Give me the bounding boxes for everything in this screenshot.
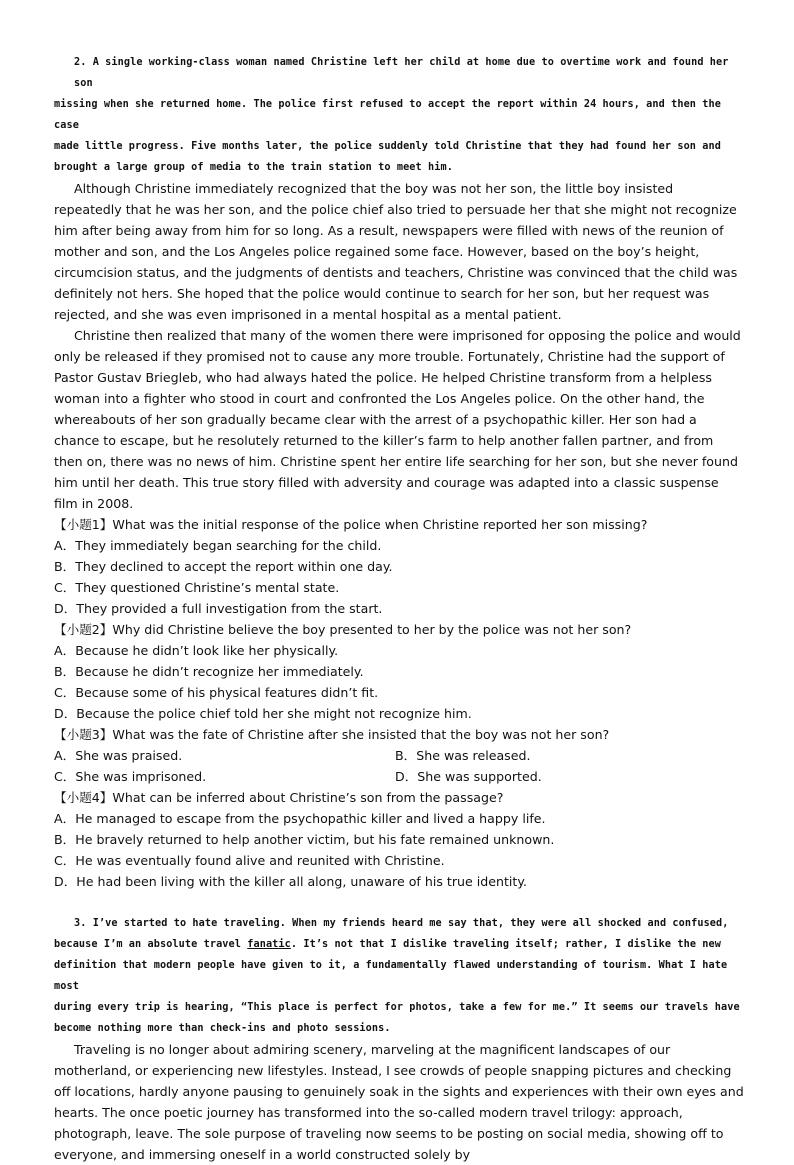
answer-option: D．She was supported. <box>395 769 542 784</box>
passage3-paragraph: Traveling is no longer about admiring scenery, marveling at the magnificent landscapes of our motherland, or experiencing new lifestyles. Instead, I see crowds of people snapping pictures and checking off locations, hardly anyone pausing to genuinely soak in the sights and experiences with their own eyes and hearts. The once poetic journey has transformed into the so-called modern travel trilogy: approach, photograph, leave. The sole purpose of traveling now seems to be posting on social media, showing off to everyone, and immersing oneself in a world constructed solely by <box>54 1042 744 1162</box>
spacer <box>54 892 744 913</box>
question-stem: 【小题1】What was the initial response of the police when Christine reported her son missing? <box>54 517 648 532</box>
answer-option: A．She was praised. <box>54 748 183 763</box>
answer-option: D．He had been living with the killer all along, unaware of his true identity. <box>54 874 527 889</box>
question-stem: 【小题2】Why did Christine believe the boy presented to her by the police was not her son? <box>54 622 632 637</box>
passage2-paragraph: Although Christine immediately recognized that the boy was not her son, the little boy insisted repeatedly that he was her son, and the police chief also tried to persuade her that she might not recognize him after being away from him for so long. As a result, newspapers were filled with news of the reunion of mother and son, and the Los Angeles police regained some face. However, based on the boy’s height, circumcision status, and the judgments of dentists and teachers, Christine was convinced that the child was definitely not hers. She hoped that the police would continue to search for her son, but her request was rejected, and she was even imprisoned in a mental hospital as a mental patient. <box>54 181 738 322</box>
passage3-intro <box>54 913 744 1039</box>
answer-option: C．He was eventually found alive and reunited with Christine. <box>54 853 445 868</box>
passage2-intro-line: 2. A single working-class woman named Christine left her child at home due to overtime work and found her son <box>74 57 729 89</box>
passage3-text: because I’m an absolute travel <box>54 939 248 950</box>
answer-option: C．She was imprisoned. <box>54 769 207 784</box>
answer-option: A．They immediately began searching for the child. <box>54 538 382 553</box>
passage3-intro-line <box>54 934 744 955</box>
answer-option-row <box>54 766 744 787</box>
answer-option: A．He managed to escape from the psychopathic killer and lived a happy life. <box>54 811 546 826</box>
document-page <box>54 52 744 1165</box>
passage2-intro <box>54 52 744 178</box>
answer-option: B．She was released. <box>395 748 531 763</box>
answer-option: C．Because some of his physical features didn’t fit. <box>54 685 379 700</box>
passage3-intro-line: become nothing more than check-ins and photo sessions. <box>54 1023 391 1034</box>
passage2-intro-line: missing when she returned home. The police first refused to accept the report within 24 hours, and then the case <box>54 99 721 131</box>
answer-option: B．He bravely returned to help another victim, but his fate remained unknown. <box>54 832 555 847</box>
question-stem: 【小题3】What was the fate of Christine after she insisted that the boy was not her son? <box>54 727 610 742</box>
answer-option: A．Because he didn’t look like her physically. <box>54 643 339 658</box>
answer-option: C．They questioned Christine’s mental state. <box>54 580 340 595</box>
answer-option: D．They provided a full investigation from the start. <box>54 601 383 616</box>
passage3-text: . It’s not that I dislike traveling itself; rather, I dislike the new <box>290 939 721 950</box>
answer-option: B．Because he didn’t recognize her immediately. <box>54 664 364 679</box>
passage3-intro-line: definition that modern people have given to it, a fundamentally flawed understanding of tourism. What I hate most <box>54 960 728 992</box>
passage3-intro-line: during every trip is hearing, “This place is perfect for photos, take a few for me.” It seems our travels have <box>54 1002 740 1013</box>
passage2-intro-line: made little progress. Five months later, the police suddenly told Christine that they had found her son and <box>54 141 721 152</box>
passage3-intro-line: 3. I’ve started to hate traveling. When my friends heard me say that, they were all shocked and confused, <box>74 918 729 929</box>
passage2-intro-line: brought a large group of media to the train station to meet him. <box>54 162 453 173</box>
answer-option-row <box>54 745 744 766</box>
underlined-word: fanatic <box>247 939 291 950</box>
passage2-paragraph: Christine then realized that many of the women there were imprisoned for opposing the police and would only be released if they promised not to cause any more trouble. Fortunately, Christine had the support of Pastor Gustav Briegleb, who had always hated the police. He helped Christine transform from a helpless woman into a fighter who stood in court and confronted the Los Angeles police. On the other hand, the whereabouts of her son gradually became clear with the arrest of a psychopathic killer. Her son had a chance to escape, but he resolutely returned to the killer’s farm to help another fallen partner, and from then on, there was no news of him. Christine spent her entire life searching for her son, but she never found him until her death. This true story filled with adversity and courage was adapted into a classic suspense film in 2008. <box>54 328 741 511</box>
answer-option: B．They declined to accept the report within one day. <box>54 559 393 574</box>
question-stem: 【小题4】What can be inferred about Christine’s son from the passage? <box>54 790 504 805</box>
answer-option: D．Because the police chief told her she might not recognize him. <box>54 706 472 721</box>
